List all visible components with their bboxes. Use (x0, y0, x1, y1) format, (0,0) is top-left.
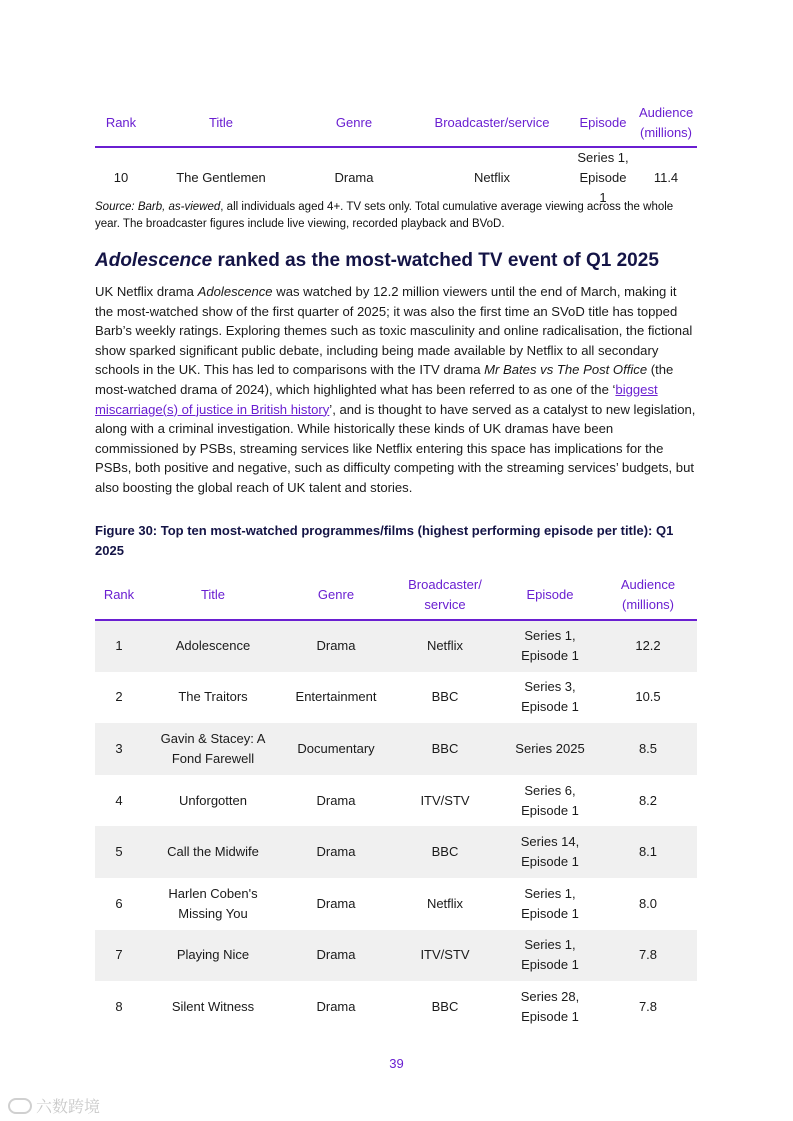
figure-title: Figure 30: Top ten most-watched programmes/films (highest performing episode per title): Q1 2025 (95, 523, 674, 558)
cell-audience: 11.4 (653, 170, 679, 185)
source-note (95, 199, 697, 233)
cell-audience: 12.2 (635, 638, 661, 654)
header-audience-line-1: Audience (620, 576, 676, 592)
para-text-3: (the most-watched drama of 2024), which highlighted what has been referred to as one of the ‘ (95, 362, 674, 397)
cell-rank: 7 (115, 947, 123, 963)
top-ten-table-continued (95, 99, 697, 208)
cell-rank: 6 (115, 895, 123, 911)
cell-title: Call the Midwife (167, 844, 259, 860)
section-heading (95, 248, 659, 274)
header-rank: Rank (95, 99, 147, 147)
cell-service: Netflix (426, 895, 464, 911)
episode-line-2: Episode 1 (579, 170, 627, 205)
cell-episode: Series 28, Episode 1 (520, 988, 580, 1024)
para-italic-1: Adolescence (197, 284, 273, 299)
table-row (95, 878, 697, 930)
header-broadcaster (389, 570, 501, 620)
cell-service: ITV/STV (420, 792, 470, 808)
cell-genre: Drama (316, 638, 356, 654)
cell-rank: 4 (115, 792, 123, 808)
cell-service: BBC (431, 689, 459, 705)
cell-audience: 8.1 (638, 844, 658, 860)
cell-rank: 10 (113, 170, 129, 185)
table-header-row (95, 570, 697, 620)
table-header-row (95, 99, 697, 147)
header-title: Title (147, 99, 295, 147)
table-row (95, 620, 697, 672)
header-episode: Episode (571, 99, 635, 147)
top-ten-table (95, 570, 697, 1033)
header-audience: Audience (millions) (635, 99, 697, 147)
watermark (8, 1094, 100, 1117)
cell-episode: Series 2025 (515, 740, 585, 756)
table-row (95, 826, 697, 878)
watermark-logo-icon (8, 1098, 32, 1114)
header-genre: Genre (283, 570, 389, 620)
header-broadcaster-line-1: Broadcaster/ (408, 576, 482, 592)
cell-genre: Drama (316, 998, 356, 1014)
header-audience (599, 570, 697, 620)
table-row (95, 981, 697, 1033)
episode-line-1: Series 1, (577, 150, 629, 165)
table-row (95, 672, 697, 724)
header-genre: Genre (295, 99, 413, 147)
cell-audience: 8.0 (638, 895, 658, 911)
para-text-4: ’, and is thought to have served as a catalyst to new legislation, along with a criminal investigation. While historically these kinds of UK dramas have been commissioned by PSBs, streaming services like Netflix entering this space has implications for the PSBs, both positive and negative, such as difficulty competing with the streaming services’ budgets, but also boosting the global reach of UK talent and stories. (95, 401, 696, 495)
cell-title: The Gentlemen (176, 170, 266, 185)
cell-genre: Drama (334, 170, 374, 185)
cell-rank: 3 (115, 740, 123, 756)
cell-title: Adolescence (175, 638, 251, 654)
header-broadcaster-line-2: service (424, 596, 466, 612)
source-rest: , all individuals aged 4+. TV sets only. Total cumulative average viewing across the whole year. The broadcaster figures include live viewing, recorded playback and BVoD. (95, 201, 674, 230)
para-text-2: was watched by 12.2 million viewers until the end of March, making it the most-watched show of the first quarter of 2025; it was also the first time an SVoD title has topped Barb’s weekly ratings. Exploring themes such as toxic masculinity and online radicalisation, the fictional show sparked significant public debate, including being made available by Netflix to all secondary schools in the UK. This has led to comparisons with the ITV drama (95, 284, 693, 378)
table-row (95, 723, 697, 775)
cell-genre: Drama (316, 792, 356, 808)
cell-genre: Drama (316, 844, 356, 860)
heading-rest: ranked as the most-watched TV event of Q1 2025 (212, 250, 659, 271)
cell-service: BBC (431, 844, 459, 860)
cell-service: BBC (431, 998, 459, 1014)
cell-title: Harlen Coben's Missing You (168, 885, 258, 921)
para-italic-2: Mr Bates vs The Post Office (484, 362, 648, 378)
page-number: 39 (389, 1056, 404, 1071)
header-broadcaster: Broadcaster/service (413, 99, 571, 147)
cell-genre: Entertainment (295, 689, 377, 705)
header-title: Title (143, 570, 283, 620)
cell-audience: 10.5 (635, 689, 661, 705)
cell-title: Playing Nice (176, 947, 250, 963)
cell-genre: Drama (316, 895, 356, 911)
header-audience-line-2: (millions) (622, 596, 674, 612)
body-paragraph (95, 282, 697, 498)
cell-audience: 8.2 (638, 792, 658, 808)
cell-service: BBC (431, 740, 459, 756)
cell-genre: Drama (316, 947, 356, 963)
miscarriage-of-justice-link[interactable]: biggest miscarriage(s) of justice in British history (95, 381, 658, 417)
para-text-1: UK Netflix drama (95, 284, 198, 299)
cell-title: Silent Witness (171, 998, 255, 1014)
cell-rank: 1 (115, 638, 123, 654)
header-rank: Rank (95, 570, 143, 620)
cell-service: Netflix (473, 170, 511, 185)
cell-episode: Series 1, Episode 1 (521, 885, 579, 921)
cell-rank: 2 (115, 689, 123, 705)
table-row (95, 930, 697, 982)
source-lead: Source: Barb, as-viewed (95, 201, 221, 213)
cell-genre: Documentary (297, 740, 375, 756)
cell-service: ITV/STV (420, 947, 470, 963)
cell-episode: Series 6, Episode 1 (521, 782, 579, 818)
cell-audience: 8.5 (638, 740, 658, 756)
heading-italic: Adolescence (95, 250, 213, 271)
cell-audience: 7.8 (638, 947, 658, 963)
cell-title: The Traitors (178, 689, 248, 705)
cell-episode: Series 3, Episode 1 (521, 679, 579, 715)
cell-episode: Series 1, Episode 1 (521, 937, 579, 973)
cell-audience: 7.8 (638, 998, 658, 1014)
cell-title: Gavin & Stacey: A Fond Farewell (160, 730, 266, 766)
cell-episode: Series 14, Episode 1 (520, 834, 580, 870)
cell-service: Netflix (426, 638, 464, 654)
table-row (95, 775, 697, 827)
header-episode: Episode (501, 570, 599, 620)
cell-rank: 8 (115, 998, 123, 1014)
cell-rank: 5 (115, 844, 123, 860)
cell-episode: Series 1, Episode 1 (521, 628, 579, 664)
cell-title: Unforgotten (179, 792, 247, 808)
watermark-text: 六数跨境 (36, 1099, 101, 1116)
